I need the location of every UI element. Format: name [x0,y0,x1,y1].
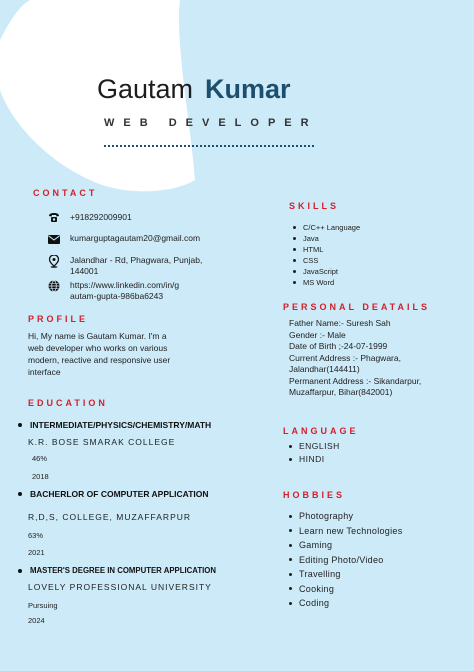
education-degree [18,489,209,499]
first-name: Gautam [97,74,194,104]
hobbies-heading: HOBBIES [283,490,346,500]
hobbies-list [289,509,403,611]
list-item: Java [293,233,360,244]
list-item: JavaScript [293,266,360,277]
degree-title: MASTER'S DEGREE IN COMPUTER APPLICATION [30,566,216,575]
education-school: R,D,S, COLLEGE, MUZAFFARPUR [28,512,192,522]
degree-title: INTERMEDIATE/PHYSICS/CHEMISTRY/MATH [30,420,212,430]
education-year: 2024 [28,616,45,625]
education-year: 2018 [32,472,49,481]
email-icon [47,233,61,245]
phone-icon [47,212,61,224]
education-school: LOVELY PROFESSIONAL UNIVERSITY [28,582,212,592]
location-icon [47,255,61,267]
list-item: C/C++ Language [293,222,360,233]
profile-heading: PROFILE [28,314,89,324]
job-title: WEB DEVELOPER [104,117,318,129]
list-item: Coding [289,596,403,611]
contact-phone [47,212,132,224]
linkedin-line-2: autam-gupta-986ba6243 [70,291,164,301]
full-name [97,72,291,106]
bullet-icon [18,492,22,496]
profile-line: interface [28,367,61,377]
personal-line: Gender :- Male [289,329,346,340]
phone-number[interactable]: +918292009901 [70,212,132,222]
language-heading: LANGUAGE [283,426,359,436]
education-heading: EDUCATION [28,398,108,408]
education-degree [18,566,216,575]
bullet-icon [18,569,22,573]
education-score: 63% [28,531,44,540]
bullet-icon [18,423,22,427]
list-item: Travelling [289,567,403,582]
language-list [289,440,340,466]
education-score: 46% [32,454,48,463]
list-item: CSS [293,255,360,266]
list-item: Editing Photo/Video [289,553,403,568]
email-address[interactable]: kumarguptagautam20@gmail.com [70,233,201,243]
list-item: Gaming [289,538,403,553]
list-item: MS Word [293,277,360,288]
personal-line: Jalandhar(144411) [289,364,360,374]
skills-heading: SKILLS [289,201,340,211]
contact-email [47,233,200,245]
list-item: Learn new Technologies [289,524,403,539]
personal-details [289,318,469,399]
dotted-divider [104,145,314,147]
profile-line: modern, reactive and responsive user [28,355,171,365]
personal-details-heading: PERSONAL DEATAILS [283,302,431,312]
profile-line: Hi, My name is Gautam Kumar. I'm a [28,331,167,341]
degree-title: BACHERLOR OF COMPUTER APPLICATION [30,489,209,499]
list-item: HINDI [289,453,340,466]
contact-address [47,255,202,277]
contact-linkedin [47,280,179,302]
list-item: HTML [293,244,360,255]
contact-heading: CONTACT [33,188,98,198]
linkedin-line-1: https://www.linkedin.com/in/g [70,280,180,290]
list-item: Cooking [289,582,403,597]
personal-line: Current Address :- Phagwara, [289,352,401,363]
personal-line: Permanent Address :- Sikandarpur, [289,375,422,386]
personal-line: Father Name:- Suresh Sah [289,318,391,328]
profile-line: web developer who works on various [28,343,168,353]
skills-list [293,222,360,288]
globe-icon [47,280,61,292]
education-degree [18,420,211,430]
personal-line: Muzaffarpur, Bihar(842001) [289,387,393,397]
linkedin-link[interactable] [70,280,179,302]
list-item: ENGLISH [289,440,340,453]
address-line-2: 144001 [70,266,99,276]
education-year: 2021 [28,548,45,557]
profile-text [28,330,228,378]
education-school: K.R. BOSE SMARAK COLLEGE [28,437,176,447]
last-name: Kumar [205,74,291,104]
list-item: Photography [289,509,403,524]
address-line-1: Jalandhar - Rd, Phagwara, Punjab, [70,255,203,265]
education-score: Pursuing [28,601,58,610]
personal-line: Date of Birth ;-24-07-1999 [289,341,388,351]
